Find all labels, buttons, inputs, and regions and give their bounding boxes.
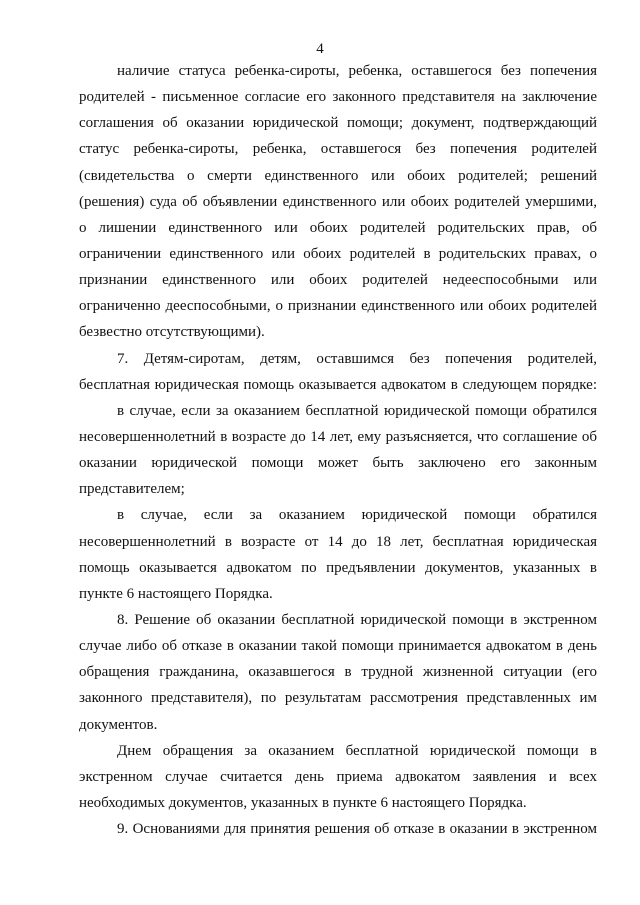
paragraph-8: [79, 607, 597, 738]
paragraph-8-application-day: [79, 738, 597, 816]
text-line: 8. Решение об оказании бесплатной юридической помощи в экстренном: [117, 611, 597, 628]
text-line: безвестно отсутствующими).: [79, 324, 265, 341]
text-line: ограниченно дееспособными, о признании единственного или обоих родителей: [79, 298, 597, 315]
text-line: в случае, если за оказанием бесплатной юридической помощи обратился: [117, 402, 597, 419]
text-line: (свидетельства о смерти единственного или обоих родителей; решений: [79, 167, 597, 184]
text-line: случае либо об отказе в оказании такой помощи принимается адвокатом в день: [79, 638, 597, 655]
text-line: Днем обращения за оказанием бесплатной юридической помощи в: [117, 742, 597, 759]
text-line: 7. Детям-сиротам, детям, оставшимся без попечения родителей,: [117, 350, 597, 367]
text-line: о лишении единственного или обоих родителей родительских прав, об: [79, 219, 597, 236]
text-line: родителей - письменное согласие его законного представителя на заключение: [79, 89, 597, 106]
paragraph-7-under-14: [79, 398, 597, 503]
text-line: помощь оказывается адвокатом по предъявлении документов, указанных в: [79, 559, 597, 576]
paragraph-7: [79, 346, 597, 398]
text-line: пункте 6 настоящего Порядка.: [79, 585, 273, 602]
page-number: 4: [316, 41, 324, 57]
paragraph-status-documents: [79, 58, 597, 346]
text-line: оказании юридической помощи может быть заключено его законным: [79, 455, 597, 472]
paragraph-7-age-14-18: [79, 502, 597, 607]
text-line: в случае, если за оказанием юридической помощи обратился: [117, 507, 597, 524]
text-line: экстренном случае считается день приема адвокатом заявления и всех: [79, 768, 597, 785]
text-line: наличие статуса ребенка-сироты, ребенка, оставшегося без попечения: [117, 63, 597, 79]
text-line: статус ребенка-сироты, ребенка, оставшегося без попечения родителей: [79, 141, 597, 158]
text-line: представителем;: [79, 481, 185, 498]
paragraph-9: [79, 816, 597, 842]
text-line: ограничении единственного или обоих родителей в родительских правах, о: [79, 245, 597, 262]
text-line: законного представителя), по результатам рассмотрения представленных им: [79, 690, 597, 707]
text-line: бесплатная юридическая помощь оказывается адвокатом в следующем порядке:: [79, 376, 597, 393]
text-line: обращения гражданина, оказавшегося в трудной жизненной ситуации (его: [79, 664, 597, 681]
document-body: [79, 58, 597, 842]
text-line: 9. Основаниями для принятия решения об отказе в оказании в экстренном: [117, 821, 597, 838]
text-line: необходимых документов, указанных в пункте 6 настоящего Порядка.: [79, 794, 527, 811]
text-line: несовершеннолетний в возрасте от 14 до 18 лет, бесплатная юридическая: [79, 533, 597, 550]
text-line: несовершеннолетний в возрасте до 14 лет, ему разъясняется, что соглашение об: [79, 428, 597, 445]
text-line: документов.: [79, 716, 158, 733]
text-line: соглашения об оказании юридической помощи; документ, подтверждающий: [79, 115, 597, 132]
text-line: (решения) суда об объявлении единственного или обоих родителей умершими,: [79, 193, 597, 210]
text-line: признании единственного или обоих родителей недееспособными или: [79, 272, 597, 289]
